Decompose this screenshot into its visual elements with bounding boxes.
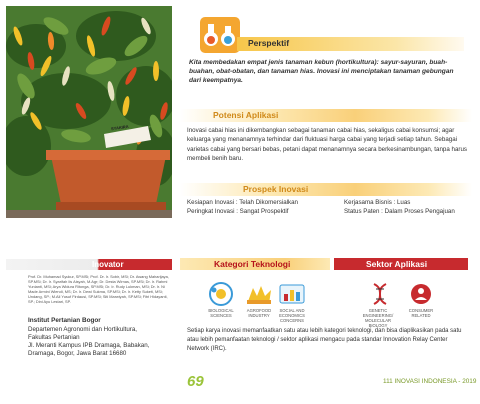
address-line-2: Dramaga, Bogor, Jawa Barat 16680 xyxy=(28,350,127,357)
icon-caption: GENETIC ENGINEERING/ MOLECULAR BIOLOGY xyxy=(362,308,394,328)
icon-caption: CONSUMER RELATED xyxy=(408,308,434,318)
icon-caption: BIOLOGICAL SCIENCES xyxy=(208,308,234,318)
bottom-note: Setiap karya inovasi memanfaatkan satu atau lebih kategori teknologi, dan bisa diaplikasikan pada satu atau lebih pemanfaatan teknologi / sektor aplikasi mengacu pada standar Innovation Relay Center Network (IRC). xyxy=(187,328,462,352)
perspektif-text: Kita membedakan empat jenis tanaman kebun (hortikultura): sayur-sayuran, buah-buahan, obat-obatan, dan tanaman hias. Inovasi ini menciptakan tanaman gebungan dari keempatnya. xyxy=(189,59,454,85)
peringkat-inovasi: Peringkat Inovasi : Sangat Prospektif xyxy=(187,208,289,215)
agrofood-industry-icon xyxy=(243,282,275,311)
kesiapan-inovasi: Kesiapan Inovasi : Telah Dikomersialkan xyxy=(187,199,298,206)
perspektif-title: Perspektif xyxy=(248,38,290,48)
inovator-header-bar xyxy=(6,259,172,270)
inovator-title: Inovator xyxy=(92,260,124,269)
kategori-title: Kategori Teknologi xyxy=(214,259,291,269)
icon-caption: SOCIAL AND ECONOMICS CONCERNS xyxy=(279,308,305,323)
prospek-title: Prospek Inovasi xyxy=(243,184,309,194)
kv-label: Status Paten xyxy=(344,208,380,215)
sektor-title: Sektor Aplikasi xyxy=(366,259,428,269)
chili-plant-photo xyxy=(6,6,172,218)
kerjasama-bisnis: Kerjasama Bisnis : Luas xyxy=(344,199,411,206)
department: Departemen Agronomi dan Hortikultura, xyxy=(28,326,138,333)
biological-sciences-icon xyxy=(205,282,237,311)
consumer-related-icon xyxy=(405,282,437,311)
address-line-1: Jl. Meranti Kampus IPB Dramaga, Babakan, xyxy=(28,342,150,349)
kv-label: Kesiapan Inovasi xyxy=(187,199,235,206)
faculty: Fakultas Pertanian xyxy=(28,334,80,341)
prospek-header-bar xyxy=(180,183,472,196)
institution-name: Institut Pertanian Bogor xyxy=(28,317,101,324)
status-paten: Status Paten : Dalam Proses Pengajuan xyxy=(344,208,455,215)
kv-value: Sangat Prospektif xyxy=(239,208,289,215)
social-economics-icon xyxy=(276,282,308,311)
inovator-names: Prof. Dr. Muhamad Syukur, SP.MSi; Prof. Dr. Ir. Sobir, MSi; Dr. Awang Maharijaya, SP.MSi; Dr. Ir. Syarifah Iis Aisyah, M.Agr; Dr. Desta Wirnas, SP.MSi; Dr. Ir. Rahmi Yunianti, MSi; Arya Widura Ritonga, SP.MSi; Dr. Ir. Rudy Lukman, MSi; Dr. Ir. Ni Made Armini Wiendi, MS; Dr. Ir. Dewi Sukma, SP.MSi; Dr. Ir. Ketty Suketi, MSi; Undang, SP.; M.Ali Yusuf Firdausi, SP.MSi; Siti Marwiyah, SP.MSi; Fitri Hidayanti, SP.; Dini Ayu Lestari, SP. xyxy=(28,274,169,304)
genetic-engineering-icon xyxy=(364,282,396,311)
potensi-title: Potensi Aplikasi xyxy=(213,110,279,120)
kv-value: Telah Dikomersialkan xyxy=(239,199,298,206)
kv-value: Luas xyxy=(396,199,411,206)
perspektif-icon xyxy=(199,16,241,54)
icon-caption: AGROFOOD INDUSTRY xyxy=(246,308,272,318)
footer-text: 111 INOVASI INDONESIA - 2019 xyxy=(383,378,477,385)
page-number: 69 xyxy=(187,373,204,390)
kv-label: Kerjasama Bisnis xyxy=(344,199,392,206)
potensi-text: Inovasi cabai hias ini dikembangkan sebagai tanaman cabai hias, sekaligus cabai konsumsi; agar keluarga yang menanamnya terhindar dari fluktuasi harga cabai yang terjadi setiap tahun. Sebagai varietas cabai yang bersari bebas, petani dapat menanamnya secara berkesinambungan, tanpa harus membeli benih baru. xyxy=(187,127,467,163)
kv-value: Dalam Proses Pengajuan xyxy=(384,208,455,215)
pot-label: SYAKIRA xyxy=(110,123,129,132)
kv-label: Peringkat Inovasi xyxy=(187,208,235,215)
